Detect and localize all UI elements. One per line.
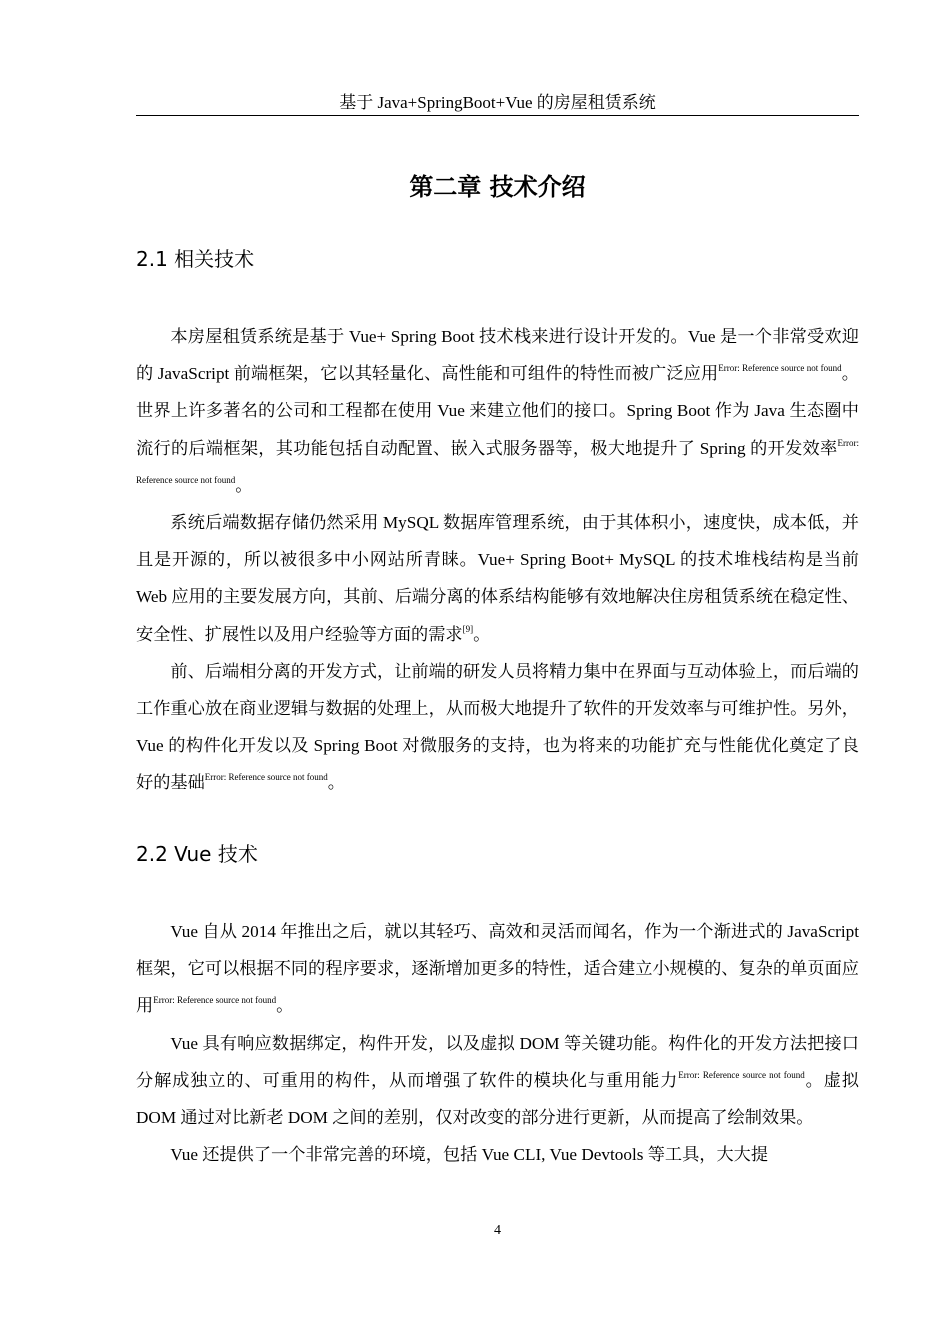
citation-error: Error: Reference source not found	[718, 363, 842, 374]
paragraph-text: 。世界上许多著名的公司和工程都在使用 Vue 来建立他们的接口。Spring Boot 作为 Java 生态圈中流行的后端框架，其功能包括自动配置、嵌入式服务器等，极大地提升了 Spring 的开发效率	[136, 364, 859, 458]
paragraph-text: 。	[235, 475, 253, 495]
citation-error: Error: Reference source not found	[204, 772, 328, 783]
paragraph-text: 。	[473, 624, 491, 644]
paragraph	[136, 318, 859, 504]
header-rule	[136, 115, 859, 116]
paragraph	[136, 1136, 859, 1173]
paragraph-text: 。	[276, 996, 294, 1016]
paragraph	[136, 1025, 859, 1137]
paragraph-text: 系统后端数据存储仍然采用 MySQL 数据库管理系统，由于其体积小，速度快，成本低，并且是开源的，所以被很多中小网站所青睐。Vue+ Spring Boot+ MySQL 的技术堆栈结构是当前 Web 应用的主要发展方向，其前、后端分离的体系结构能够有效地解决住房租赁系统在稳定性、安全性、扩展性以及用户经验等方面的需求	[136, 513, 859, 644]
chapter-title: 第二章 技术介绍	[409, 173, 586, 201]
paragraph-text: 。虚拟 DOM 通过对比新老 DOM 之间的差别，仅对改变的部分进行更新，从而提高了绘制效果。	[136, 1070, 859, 1128]
paragraph-text: Vue 具有响应数据绑定，构件开发，以及虚拟 DOM 等关键功能。构件化的开发方法把接口分解成独立的、可重用的构件，从而增强了软件的模块化与重用能力	[136, 1033, 859, 1090]
paragraph-text: 前、后端相分离的开发方式，让前端的研发人员将精力集中在界面与互动体验上，而后端的工作重心放在商业逻辑与数据的处理上，从而极大地提升了软件的开发效率与可维护性。另外，Vue 的构件化开发以及 Spring Boot 对微服务的支持，也为将来的功能扩充与性能优化奠定了良好的基础	[136, 661, 859, 793]
paragraph-text: 。	[327, 773, 345, 793]
paragraph	[136, 913, 859, 1025]
running-header: 基于 Java+SpringBoot+Vue 的房屋租赁系统	[339, 93, 656, 112]
page-number: 4	[494, 1223, 501, 1238]
paragraph-text: Vue 自从 2014 年推出之后，就以其轻巧、高效和灵活而闻名，作为一个渐进式的 JavaScript 框架，它可以根据不同的程序要求，逐渐增加更多的特性，适合建立小规模的、复杂的单页面应用	[136, 922, 859, 1016]
section-heading-2-2: 2.2 Vue 技术	[136, 842, 258, 866]
citation-ref: [9]	[462, 623, 474, 634]
paragraph-text: Vue 还提供了一个非常完善的环境，包括 Vue CLI, Vue Devtools 等工具，大大提	[170, 1145, 769, 1165]
paragraph-text: 本房屋租赁系统是基于 Vue+ Spring Boot 技术栈来进行设计开发的。Vue 是一个非常受欢迎的 JavaScript 前端框架，它以其轻量化、高性能和可组件的特性而被广泛应用	[136, 327, 859, 384]
section-heading-2-1: 2.1 相关技术	[136, 247, 255, 271]
citation-error: Error: Reference source not found	[136, 437, 859, 485]
section-2-2-body	[136, 913, 859, 1173]
citation-error: Error: Reference source not found	[153, 995, 277, 1006]
paragraph	[136, 504, 859, 653]
paragraph	[136, 653, 859, 802]
citation-error: Error: Reference source not found	[678, 1069, 805, 1080]
section-2-1-body	[136, 318, 859, 802]
